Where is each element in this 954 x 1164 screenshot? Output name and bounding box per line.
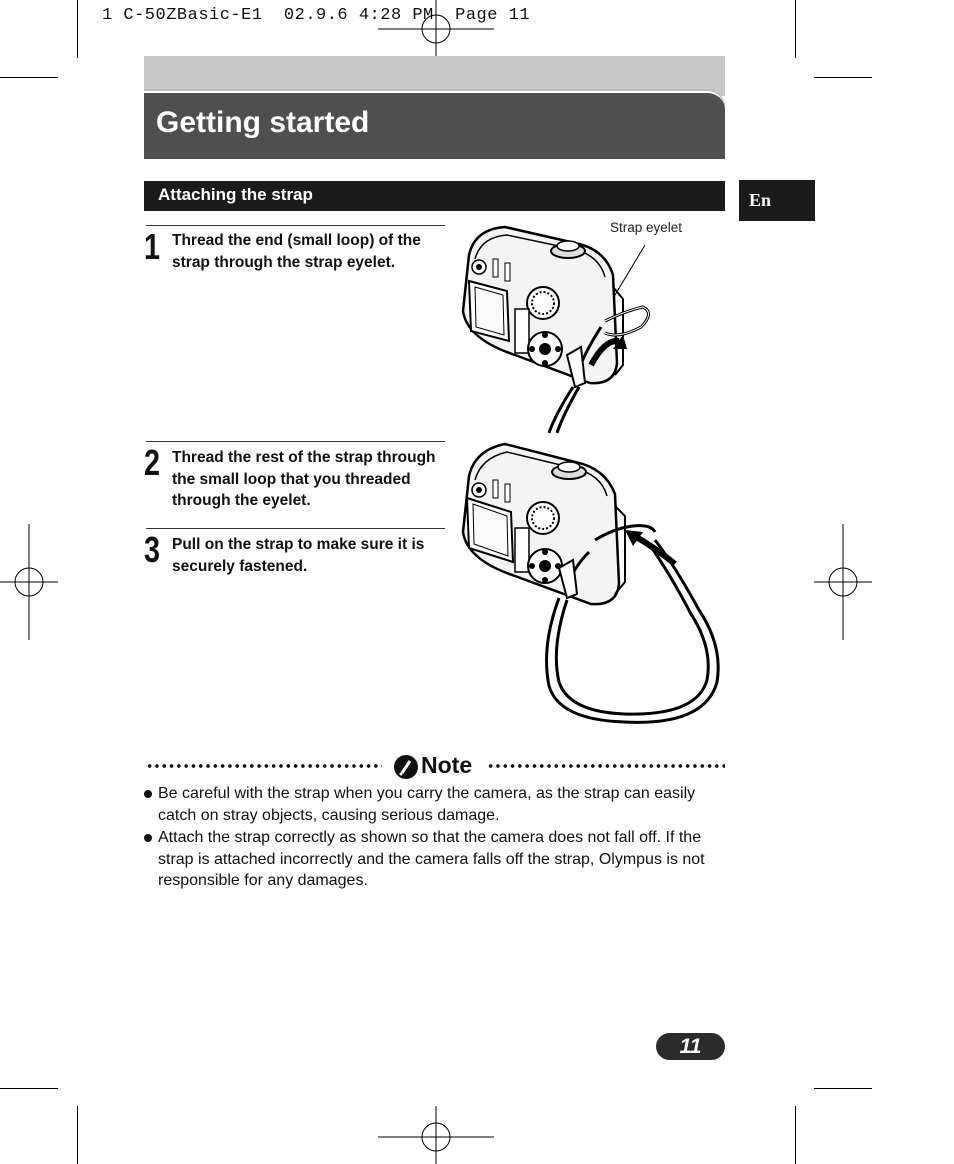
print-header: 1 C-50ZBasic-E1 02.9.6 4:28 PM Page 11 — [102, 6, 531, 25]
registration-mark-left — [0, 524, 58, 642]
registration-mark-top — [378, 0, 496, 58]
note-label: Note — [421, 752, 473, 778]
strap-eyelet-caption: Strap eyelet — [610, 220, 683, 235]
title-band-top — [144, 56, 725, 96]
note-item-text: Be careful with the strap when you carry the camera, as the strap can easily catch on stray objects, causing serious damage. — [158, 785, 696, 824]
bullet-icon — [144, 834, 152, 842]
step-2-number: 2 — [144, 442, 161, 483]
note-dots-left — [146, 760, 382, 772]
note-pencil-icon — [394, 755, 418, 779]
step-2-rule — [146, 441, 445, 442]
bullet-icon — [144, 790, 152, 798]
page-number: 11 — [679, 1035, 702, 1058]
registration-mark-right — [814, 524, 872, 642]
note-item — [144, 827, 734, 892]
page-title: Getting started — [156, 106, 370, 139]
step-3-number: 3 — [144, 529, 161, 570]
section-title: Attaching the strap — [158, 185, 313, 204]
step-3-rule — [146, 528, 445, 529]
step-1-text: Thread the end (small loop) of the strap through the strap eyelet. — [172, 232, 421, 271]
note-item — [144, 783, 734, 826]
registration-mark-bottom — [378, 1106, 496, 1164]
step-3-text: Pull on the strap to make sure it is securely fastened. — [172, 536, 425, 575]
camera-illustration-step-2 — [455, 436, 725, 728]
language-tab-label: En — [749, 190, 772, 210]
note-item-text: Attach the strap correctly as shown so that the camera does not fall off. If the strap is attached incorrectly and the camera falls off the strap, Olympus is not responsible for any damages. — [158, 829, 705, 889]
step-1-rule — [146, 225, 445, 226]
step-2-text: Thread the rest of the strap through the small loop that you threaded through the eyelet. — [172, 449, 436, 509]
step-1-number: 1 — [144, 226, 161, 267]
note-dots-right — [487, 760, 725, 772]
camera-illustration-step-1 — [455, 215, 715, 435]
